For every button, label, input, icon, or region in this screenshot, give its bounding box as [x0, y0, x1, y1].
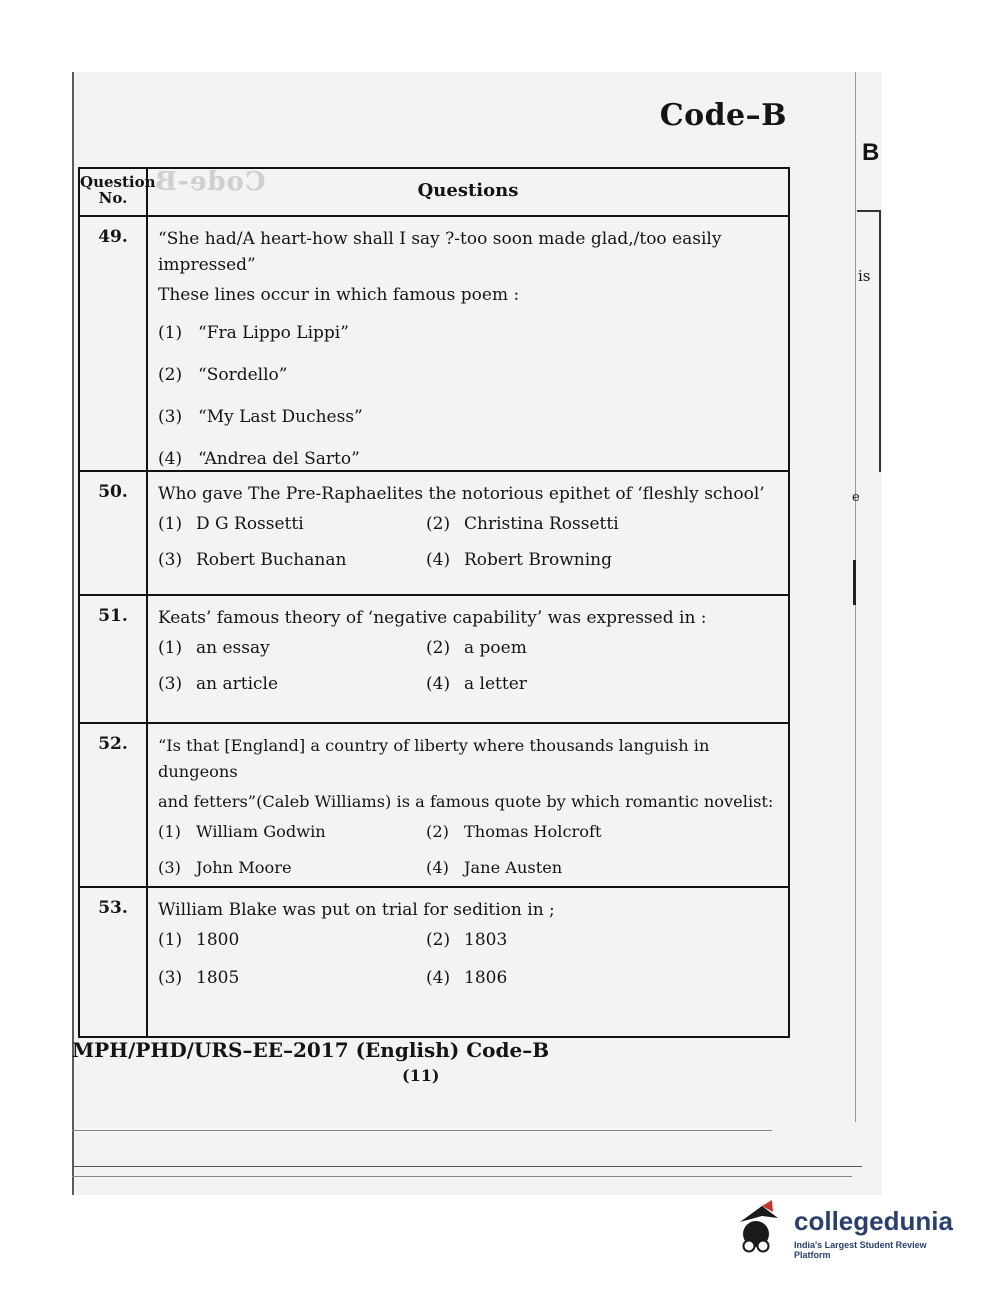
bleed-through-code: Code-B [154, 167, 266, 197]
option-grid [158, 927, 780, 991]
underlying-page-bar [853, 560, 856, 605]
question-number: 50. [80, 472, 148, 594]
option-grid [158, 819, 780, 881]
question-stem: Keats’ famous theory of ‘negative capability’ was expressed in : [158, 608, 707, 628]
option: (4) Jane Austen [426, 858, 563, 877]
question-body [148, 472, 788, 594]
option: (3) John Moore [158, 858, 292, 877]
option: (3) Robert Buchanan [158, 550, 347, 570]
underlying-page-text: is [858, 267, 871, 285]
option: (4) 1806 [426, 968, 508, 988]
option: (4) Robert Browning [426, 550, 612, 570]
underlying-page-letter: B [862, 139, 880, 166]
option: (3) 1805 [158, 968, 240, 988]
option: (2) a poem [426, 638, 527, 658]
option-list [158, 320, 780, 488]
question-number: 49. [80, 217, 148, 470]
question-number: 51. [80, 596, 148, 722]
table-header [80, 169, 788, 217]
question-body [148, 217, 788, 470]
question-row [80, 217, 788, 472]
option: (4) a letter [426, 674, 527, 694]
question-number: 52. [80, 724, 148, 886]
question-table [78, 167, 790, 1038]
option-grid [158, 511, 780, 573]
questions-header: Questions [417, 180, 519, 201]
option: (2) 1803 [426, 930, 508, 950]
question-stem-line: and fetters”(Caleb Williams) is a famous quote by which romantic novelist: [158, 792, 774, 811]
page-bottom-edges [72, 1130, 862, 1190]
paper-footer: MPH/PHD/URS–EE–2017 (English) Code–B [72, 1038, 550, 1062]
option: (1) William Godwin [158, 822, 326, 841]
question-row [80, 472, 788, 596]
option: (2) Christina Rossetti [426, 514, 619, 534]
question-stem-line: These lines occur in which famous poem : [158, 285, 520, 305]
paper-code: Code–B [659, 98, 787, 133]
option: (1) D G Rossetti [158, 514, 304, 534]
question-body [148, 888, 788, 1036]
option-grid [158, 635, 780, 697]
option: (4) “Andrea del Sarto” [158, 449, 360, 469]
mascot-icon [732, 1196, 792, 1258]
question-number: 53. [80, 888, 148, 1036]
logo-wordmark: collegedunia [794, 1206, 953, 1236]
question-body [148, 724, 788, 886]
question-stem: “Is that [England] a country of liberty where thousands languish in dungeons [158, 736, 710, 781]
question-no-header: Question No. [80, 169, 148, 215]
option: (1) an essay [158, 638, 270, 658]
page-number: (11) [402, 1066, 440, 1085]
question-stem: Who gave The Pre-Raphaelites the notorious epithet of ‘fleshly school’ [158, 484, 765, 504]
option: (1) 1800 [158, 930, 240, 950]
question-stem: William Blake was put on trial for sedition in ; [158, 900, 555, 920]
underlying-page-frame [857, 210, 881, 472]
option: (3) “My Last Duchess” [158, 407, 363, 427]
option: (2) Thomas Holcroft [426, 822, 602, 841]
collegedunia-logo [732, 1196, 962, 1262]
question-row [80, 888, 788, 1036]
logo-tagline: India's Largest Student Review Platform [794, 1240, 927, 1260]
question-stem: “She had/A heart-how shall I say ?-too soon made glad,/too easily impressed” [158, 229, 722, 275]
question-row [80, 596, 788, 724]
option: (2) “Sordello” [158, 365, 288, 385]
question-row [80, 724, 788, 888]
underlying-page-mark: e [852, 490, 860, 505]
question-body [148, 596, 788, 722]
option: (3) an article [158, 674, 279, 694]
option: (1) “Fra Lippo Lippi” [158, 323, 349, 343]
